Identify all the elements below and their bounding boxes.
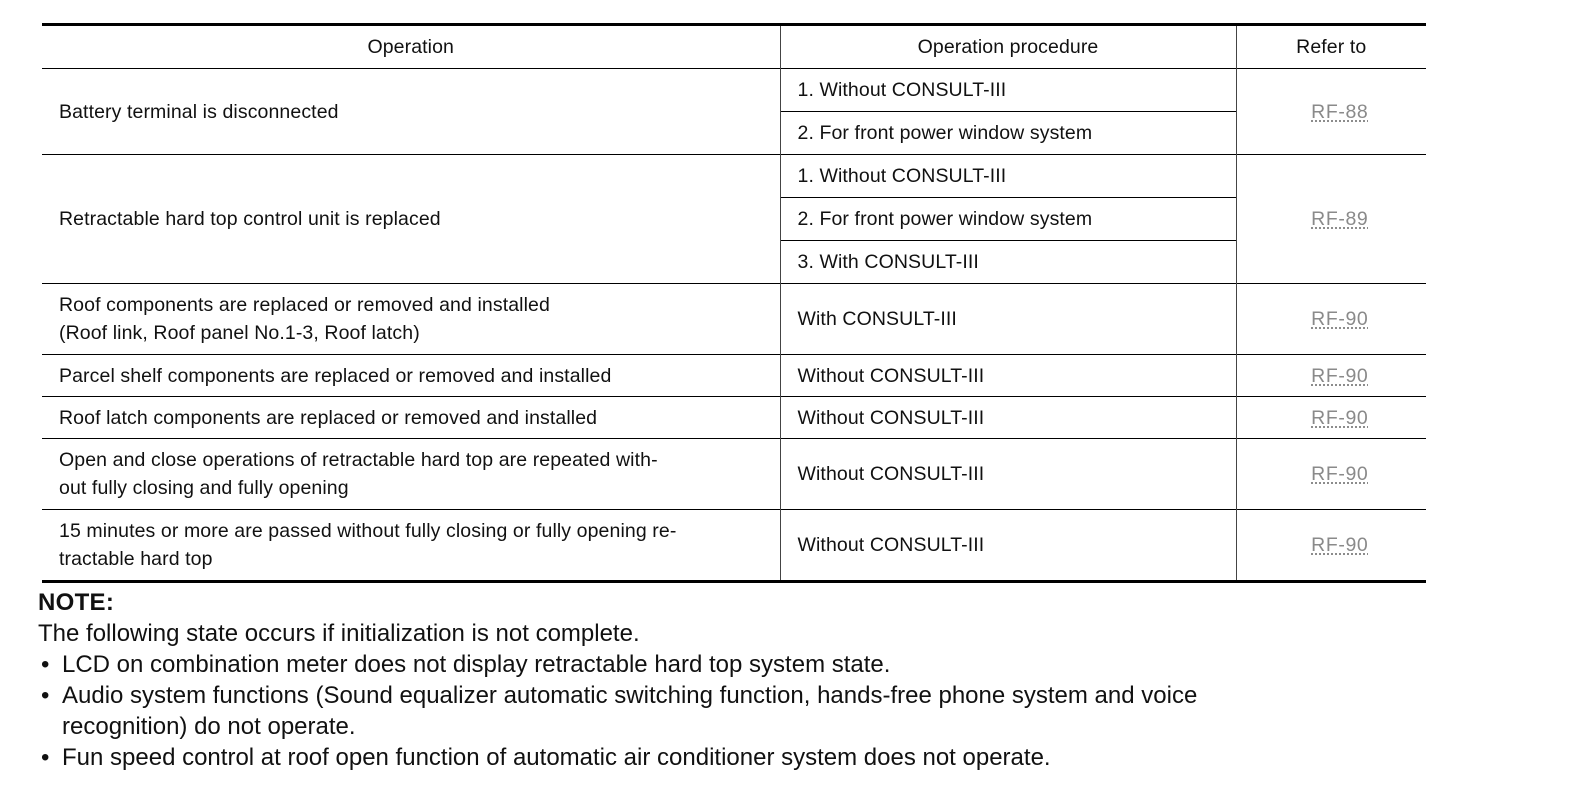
table-row (42, 155, 1426, 198)
operation-line: Roof components are replaced or removed and installed (59, 294, 550, 316)
procedure-cell: Without CONSULT-III (780, 355, 1236, 397)
table-row (42, 284, 1426, 355)
initialization-table (42, 23, 1426, 583)
operation-line: 15 minutes or more are passed without fully closing or fully opening re- (59, 520, 677, 542)
note-bullet: • LCD on combination meter does not display retractable hard top system state. (38, 649, 1458, 680)
procedure-cell: Without CONSULT-III (780, 439, 1236, 510)
operation-cell (42, 284, 780, 355)
table-row (42, 510, 1426, 582)
operation-line: tractable hard top (59, 548, 213, 570)
note-bullet-list (38, 649, 1458, 773)
operation-cell: Roof latch components are replaced or removed and installed (59, 406, 598, 429)
note-bullet (38, 680, 1458, 742)
table-header-row (42, 25, 1426, 69)
header-operation: Operation (367, 36, 455, 58)
table-row (42, 355, 1426, 397)
refer-cell (1236, 397, 1426, 439)
operation-cell (42, 510, 780, 582)
procedure-cell: 2. For front power window system (780, 198, 1236, 241)
procedure-cell: 1. Without CONSULT-III (780, 69, 1236, 112)
procedure-cell: Without CONSULT-III (780, 397, 1236, 439)
procedure-cell: Without CONSULT-III (780, 510, 1236, 582)
operation-line: Open and close operations of retractable hard top are repeated with- (59, 449, 658, 471)
table-row (42, 69, 1426, 112)
operation-line: out fully closing and fully opening (59, 477, 349, 499)
note-section (38, 587, 1458, 773)
reference-link[interactable]: RF-90 (1311, 534, 1369, 556)
operation-cell: Parcel shelf components are replaced or removed and installed (59, 364, 612, 387)
table-row (42, 439, 1426, 510)
header-refer-to: Refer to (1236, 25, 1426, 69)
note-intro: The following state occurs if initialization is not complete. (38, 620, 640, 647)
refer-cell (1236, 155, 1426, 284)
refer-cell (1236, 355, 1426, 397)
note-bullet: • Fun speed control at roof open function of automatic air conditioner system does not operate. (38, 742, 1458, 773)
operation-cell: Retractable hard top control unit is replaced (59, 208, 441, 230)
operation-cell: Battery terminal is disconnected (59, 100, 339, 123)
refer-cell (1236, 439, 1426, 510)
reference-link[interactable]: RF-88 (1311, 100, 1369, 123)
reference-link[interactable]: RF-90 (1311, 364, 1369, 387)
refer-cell (1236, 284, 1426, 355)
procedure-cell: 3. With CONSULT-III (780, 241, 1236, 284)
procedure-cell: 1. Without CONSULT-III (780, 155, 1236, 198)
refer-cell (1236, 510, 1426, 582)
operation-cell (42, 439, 780, 510)
header-operation-procedure: Operation procedure (780, 25, 1236, 69)
procedure-cell: With CONSULT-III (780, 284, 1236, 355)
note-title: NOTE: (38, 589, 115, 616)
procedure-cell: 2. For front power window system (780, 112, 1236, 155)
note-bullet-line: • Audio system functions (Sound equalizer automatic switching function, hands-free phone system and voice (62, 682, 1198, 709)
refer-cell (1236, 69, 1426, 155)
reference-link[interactable]: RF-89 (1311, 208, 1369, 230)
note-bullet-line: recognition) do not operate. (62, 713, 356, 740)
operation-line: (Roof link, Roof panel No.1-3, Roof latch) (59, 322, 420, 344)
reference-link[interactable]: RF-90 (1311, 463, 1369, 485)
reference-link[interactable]: RF-90 (1311, 308, 1369, 330)
table-row (42, 397, 1426, 439)
reference-link[interactable]: RF-90 (1311, 406, 1369, 429)
